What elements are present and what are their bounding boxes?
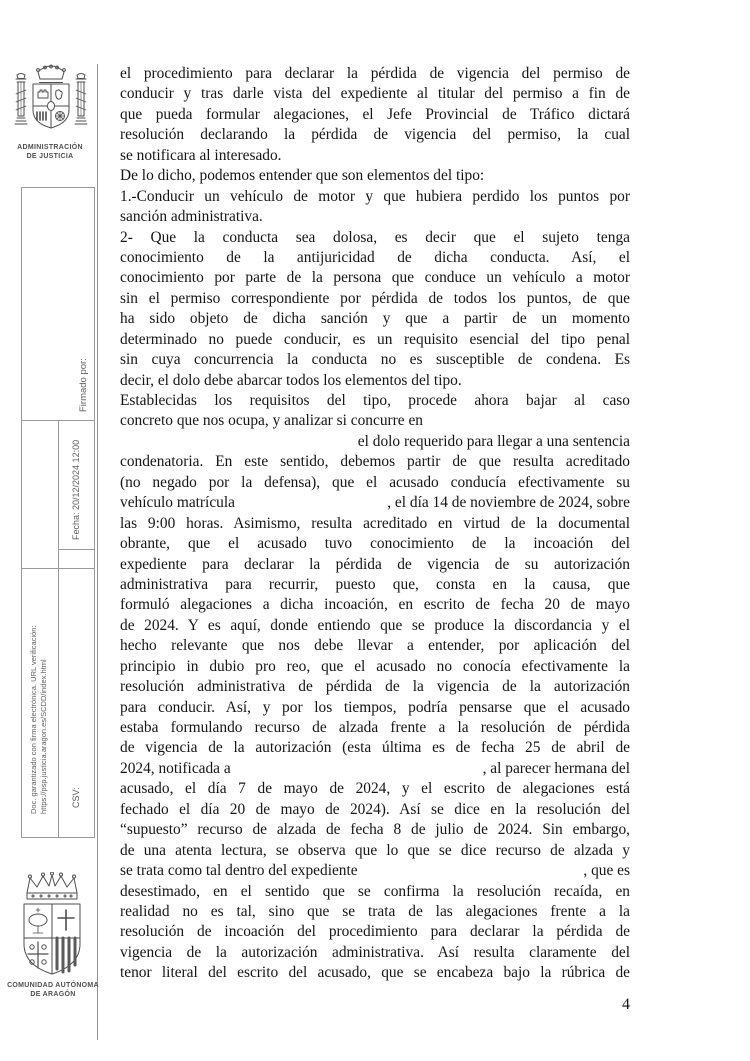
document-line: condenatoria. En este sentido, debemos partir de que resulta acreditado	[120, 453, 630, 471]
signature-date-text: Fecha: 20/12/2024 12:00	[70, 439, 81, 540]
signature-date-label	[58, 420, 93, 547]
line-segment: se trata como tal dentro del expediente	[120, 862, 358, 880]
document-line: las 9:00 horas. Asimismo, resulta acreditado en virtud de la documental	[120, 514, 630, 532]
redacted-gap	[423, 411, 630, 431]
document-line: principio in dubio pro reo, que el acusado no conocía efectivamente la	[120, 657, 630, 675]
document-line: para conducir. Así, y por los tiempos, podría pensarse que el acusado	[120, 698, 630, 716]
line-segment: , el día 14 de noviembre de 2024, sobre	[387, 494, 630, 512]
document-line: conocimiento de la antijuricidad de dicha conducta. Así, el	[120, 248, 630, 266]
document-line: obrante, que el acusado tuvo conocimiento de la incoación del	[120, 535, 630, 553]
document-line: de vigencia de la autorización (esta última es de fecha 25 de abril de	[120, 739, 630, 757]
line-segment: , que es	[583, 862, 630, 880]
document-line: sin cuya concurrencia la conducta no es susceptible de condena. Es	[120, 351, 630, 369]
page-number: 4	[622, 996, 630, 1013]
document-line: decir, el dolo debe abarcar todos los elementos del tipo.	[120, 371, 462, 389]
seal-label-line: DE ARAGÓN	[30, 990, 76, 998]
document-line: acusado, el día 7 de mayo de 2024, y el escrito de alegaciones está	[120, 780, 630, 798]
seal-label-line: COMUNIDAD AUTÓNOMA	[7, 982, 99, 989]
document-line: de 2024. Y es aquí, donde entiendo que se produce la discordancia y el	[120, 616, 630, 634]
document-line: formuló alegaciones a dicha incoación, en escrito de fecha 20 de mayo	[120, 596, 630, 614]
document-line: de una atenta lectura, se observa que lo que se dice recurso de alzada y	[120, 841, 630, 859]
document-text	[120, 64, 630, 984]
redacted-gap	[358, 861, 584, 881]
aragon-coat-of-arms-icon	[16, 872, 88, 980]
csv-label	[58, 568, 93, 834]
document-line: ha sido objeto de dicha sanción y que a partir de un momento	[120, 310, 630, 328]
seal-label-line: DE JUSTICIA	[26, 152, 74, 160]
redacted-gap	[231, 759, 483, 779]
line-segment: concreto que nos ocupa, y analizar si concurre en	[120, 412, 423, 430]
document-line: vigencia de la autorización administrativa. Así resulta claramente del	[120, 943, 630, 961]
document-line: determinado no puede conducir, es un requisito esencial del tipo penal	[120, 330, 630, 348]
document-line: Establecidas los requisitos del tipo, procede ahora bajar al caso	[120, 392, 630, 409]
line-segment: vehículo matrícula	[120, 494, 235, 512]
verification-url-label	[22, 568, 56, 834]
document-line: conducir y tras darle vista del expediente al titular del permiso a fin de	[120, 85, 630, 103]
document-line: resolución administrativa de pérdida de la vigencia de la autorización	[120, 678, 630, 696]
document-line: desestimado, en el sentido que se confirma la resolución recaída, en	[120, 882, 630, 900]
margin-separator-line	[97, 64, 98, 1040]
document-line	[120, 411, 630, 431]
line-segment: , al parecer hermana del	[482, 759, 630, 777]
document-line: resolución de incoación del procedimiento para declarar la pérdida de	[120, 923, 630, 941]
document-line: el procedimiento para declarar la pérdida de vigencia del permiso de	[120, 65, 630, 82]
line-segment: 2024, notificada a	[120, 759, 231, 777]
csv-text: CSV:	[70, 787, 81, 808]
document-line	[120, 493, 630, 513]
document-line: resolución declarando la pérdida de vigencia del permiso, la cual	[120, 126, 630, 144]
signature-box-divider	[58, 549, 94, 550]
document-line	[120, 432, 630, 452]
document-line: 1.-Conducir un vehículo de motor y que hubiera perdido los puntos por	[120, 187, 630, 205]
spain-coat-of-arms-icon	[12, 62, 90, 142]
signed-by-text: Firmado por:	[78, 358, 89, 412]
document-line	[120, 759, 630, 779]
document-line: estaba formulando recurso de alzada frente a la resolución de pérdida	[120, 719, 630, 736]
document-line: tenor literal del escrito del acusado, que se encabeza bajo la rúbrica de	[120, 964, 630, 982]
document-line: De lo dicho, podemos entender que son elementos del tipo:	[120, 167, 485, 185]
document-line: se notificara al interesado.	[120, 146, 282, 164]
signed-by-label	[22, 188, 92, 418]
line-segment: el dolo requerido para llegar a una sentencia	[357, 432, 630, 450]
comunidad-autonoma-aragon-label	[2, 982, 104, 999]
document-line: sanción administrativa.	[120, 208, 263, 226]
document-line: realidad no es tal, sino que se trata de las alegaciones frente a la	[120, 902, 630, 920]
document-line: hecho relevante que nos debe llevar a entender, por aplicación del	[120, 637, 630, 655]
document-line: que pueda formular alegaciones, el Jefe Provincial de Tráfico dictará	[120, 105, 630, 123]
seal-label-line: ADMINISTRACIÓN	[17, 144, 83, 151]
redacted-gap	[120, 432, 358, 452]
document-line: expediente para declarar la pérdida de vigencia de su autorización	[120, 555, 630, 573]
document-line: fechado el día 20 de mayo de 2024). Así se dice en la resolución del	[120, 800, 630, 818]
verification-url-text: Doc. garantizado con firma electrónica. URL verificación: https://psp.justicia.aragon.es/SCDD/index.html	[29, 625, 48, 814]
redacted-gap	[235, 493, 387, 513]
document-line: conocimiento por parte de la persona que conduce un vehículo a motor	[120, 269, 630, 287]
document-line: (no negado por la defensa), que el acusado conducía efectivamente su	[120, 473, 630, 491]
administracion-de-justicia-label	[2, 144, 98, 161]
document-line: sin el permiso correspondiente por pérdida de todos los puntos, de que	[120, 289, 630, 307]
document-line: 2- Que la conducta sea dolosa, es decir que el sujeto tenga	[120, 228, 630, 246]
document-line: “supuesto” recurso de alzada de fecha 8 de julio de 2024. Sin embargo,	[120, 821, 630, 839]
document-line	[120, 861, 630, 881]
document-line: administrativa para recurrir, puesto que, consta en la causa, que	[120, 575, 630, 593]
